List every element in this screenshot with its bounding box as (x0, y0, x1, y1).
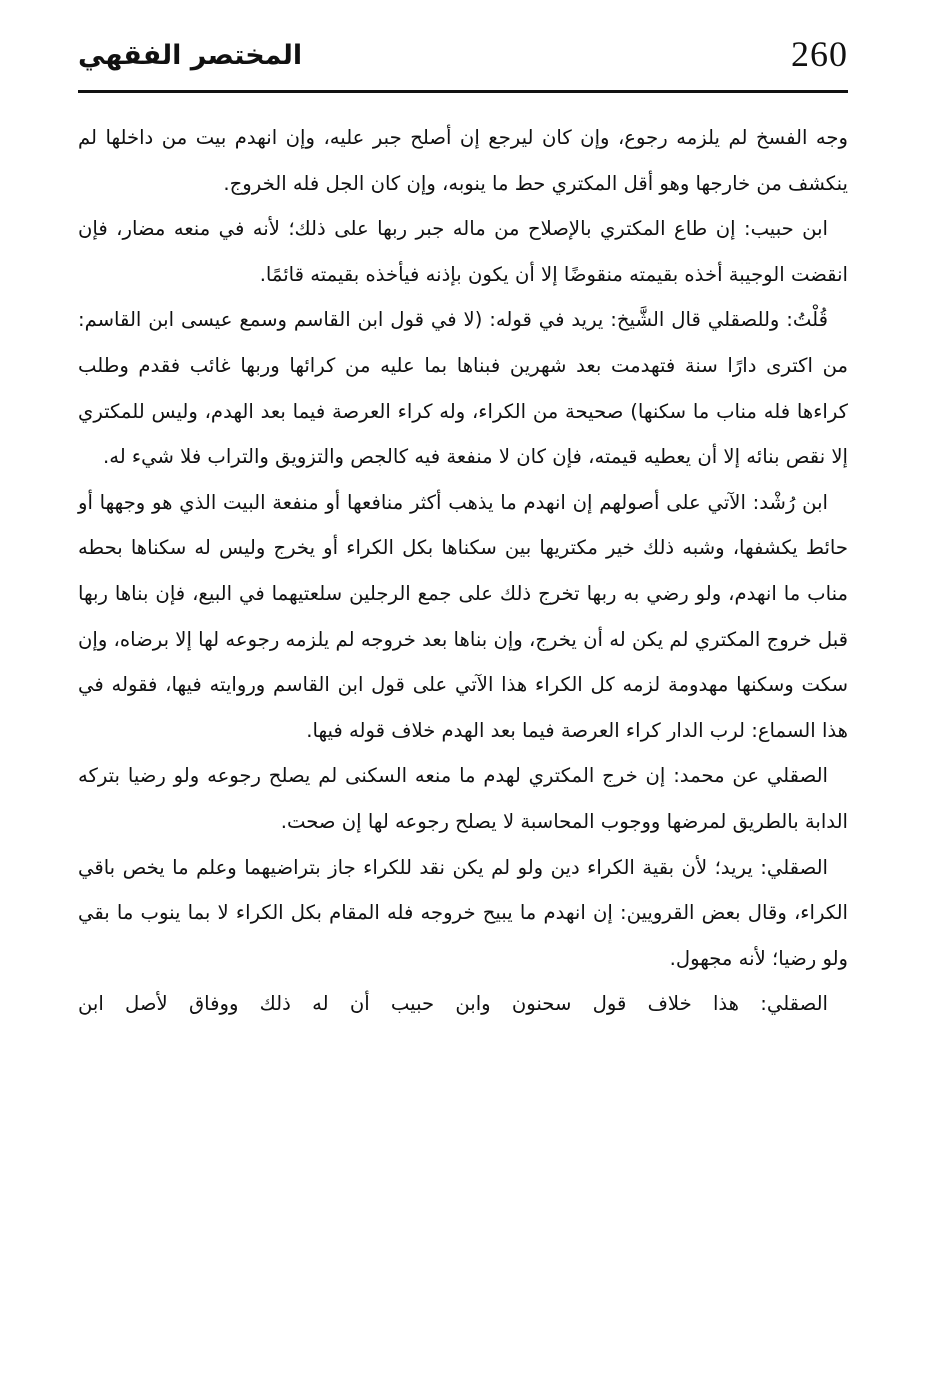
book-title: المختصر الفقهي (78, 40, 303, 71)
page-body (78, 115, 848, 1027)
book-page (78, 28, 848, 1368)
paragraph-2: ابن حبيب: إن طاع المكتري بالإصلاح من ماله جبر ربها على ذلك؛ لأنه في منعه مضار، فإن انقضت الوجيبة أخذه بقيمته منقوضًا إلا أن يكون بإذنه فيأخذه بقيمته قائمًا. (78, 217, 848, 286)
paragraph-4: ابن رُشْد: الآتي على أصولهم إن انهدم ما يذهب أكثر منافعها أو منفعة البيت الذي هو وجهها أو حائط يكشفها، وشبه ذلك خير مكتريها بين سكناها بكل الكراء أو يخرج وليس له سكناها بحطه مناب ما انهدم، ولو رضي به ربها تخرج ذلك على جمع الرجلين سلعتيهما في البيع، فإن بناها ربها قبل خروج المكتري لم يكن له أن يخرج، وإن بناها بعد خروجه لم يلزمه رجوعه لها إلا برضاه، وإن سكت وسكنها مهدومة لزمه كل الكراء هذا الآتي على قول ابن القاسم وروايته فيها، فقوله في هذا السماع: لرب الدار كراء العرصة فيما بعد الهدم خلاف قوله فيها. (78, 490, 848, 742)
paragraph-7: الصقلي: هذا خلاف قول سحنون وابن حبيب أن له ذلك ووفاق لأصل ابن (78, 992, 828, 1016)
paragraph-1: وجه الفسخ لم يلزمه رجوع، وإن كان ليرجع إن أصلح جبر عليه، وإن انهدم بيت من داخلها لم ينكشف من خارجها وهو أقل المكتري حط ما ينوبه، وإن كان الجل فله الخروج. (78, 126, 848, 195)
paragraph-5: الصقلي عن محمد: إن خرج المكتري لهدم ما منعه السكنى لم يصلح رجوعه ولو رضيا بتركه الدابة بالطريق لمرضها ووجوب المحاسبة لا يصلح رجوعه لها إن صحت. (78, 764, 848, 833)
page-header (78, 28, 848, 93)
paragraph-6: الصقلي: يريد؛ لأن بقية الكراء دين ولو لم يكن نقد للكراء جاز بتراضيهما وعلم ما يخص باقي الكراء، وقال بعض القرويين: إن انهدم ما يبيح خروجه فله المقام بكل الكراء لا بما ينوب ما بقي ولو رضيا؛ لأنه مجهول. (78, 855, 848, 970)
paragraph-3: قُلْتُ: وللصقلي قال الشَّيخ: يريد في قوله: (لا في قول ابن القاسم وسمع عيسى ابن القاسم: من اكترى دارًا سنة فتهدمت بعد شهرين فبناها بما عليه من كرائها وربها غائب فقدم وطلب كراءها فله مناب ما سكنها) صحيحة من الكراء، وله كراء العرصة فيما بعد الهدم، وليس للمكتري إلا نقص بنائه إلا أن يعطيه قيمته، فإن كان لا منفعة فيه كالجص والتزويق والتراب فلا شيء له. (78, 308, 848, 469)
page-number: 260 (791, 34, 848, 74)
